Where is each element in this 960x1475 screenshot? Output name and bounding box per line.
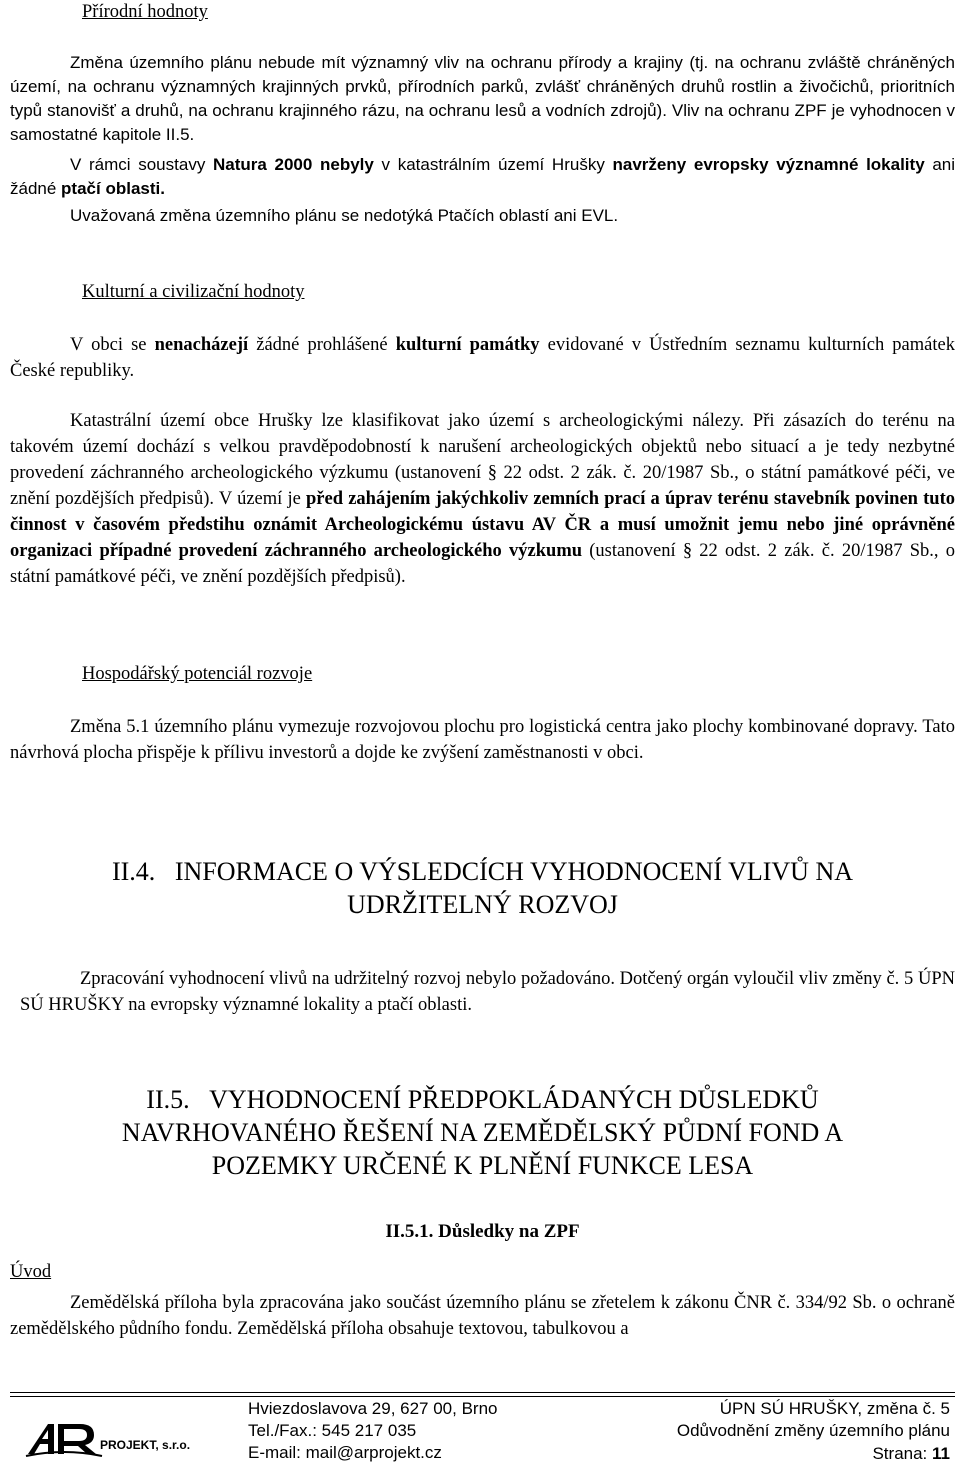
II4-paragraph: Zpracování vyhodnocení vlivů na udržitelný rozvoj nebylo požadováno. Dotčený orgán vyloučil vliv změny č. 5 ÚPN SÚ HRUŠKY na evropsky významné lokality a ptačí oblasti. <box>20 969 955 1015</box>
cultural-p1-bold-1: nenacházejí <box>154 335 249 355</box>
cultural-paragraph-1 <box>10 332 955 384</box>
section-heading-natural: Přírodní hodnoty <box>82 2 208 22</box>
footer-page-number <box>620 1443 950 1465</box>
footer-address: Hviezdoslavova 29, 627 00, Brno <box>248 1399 498 1418</box>
subchapter-number: II.5.1. <box>385 1221 434 1242</box>
cultural-p1-bold-2: kulturní památky <box>395 335 540 355</box>
cultural-p1-text-2: žádné prohlášené <box>248 335 396 355</box>
cultural-p1-text: V obci se <box>70 335 155 355</box>
footer-contact <box>248 1398 498 1464</box>
page-label: Strana: <box>872 1444 933 1463</box>
chapter-II5-title-3: POZEMKY URČENÉ K PLNĚNÍ FUNKCE LESA <box>211 1151 754 1180</box>
logo-company-name: PROJEKT, s.r.o. <box>100 1438 191 1452</box>
section-heading-economic: Hospodářský potenciál rozvoje <box>82 664 313 684</box>
natural-p2-bold-ptaci: ptačí oblasti. <box>61 179 165 198</box>
page-number-value: 11 <box>932 1444 950 1463</box>
company-logo <box>24 1418 234 1462</box>
natural-paragraph-2 <box>10 153 955 201</box>
natural-p2-text-2: v katastrálním území Hrušky <box>373 155 613 174</box>
cultural-paragraph-2 <box>10 408 955 590</box>
chapter-heading-II4 <box>10 855 955 921</box>
subchapter-heading-II51 <box>10 1221 955 1243</box>
chapter-II4-line1 <box>10 855 955 888</box>
natural-p2-bold-natura: Natura 2000 nebyly <box>213 155 374 174</box>
chapter-heading-II5 <box>10 1083 955 1182</box>
cultural-p1-text-3: evidované v Ústředním seznamu kulturních památek České republiky. <box>10 335 955 381</box>
chapter-II5-number: II.5. <box>146 1085 190 1114</box>
chapter-II4-number: II.4. <box>111 857 156 886</box>
cultural-p2-text: Katastrální území obce Hrušky lze klasifikovat jako území s archeologickými nálezy. Při zásazích do terénu na takovém území dochází s velkou pravděpodobností k narušení archeologických objektů nebo situací a je tedy nezbytné provedení záchranného archeologického výzkumu (ustanovení § 22 odst. 2 zák. č. 20/1987 Sb., o státní památkové péči, ve znění pozdějších předpisů). V území je <box>10 411 955 509</box>
cultural-p2-bold: před zahájením jakýchkoliv zemních prací a úprav terénu stavebník povinen tuto činnost v časovém předstihu oznámit Archeologickému ústavu AV ČR a musí umožnit jemu nebo jiné oprávněné organizaci případné provedení záchranného archeologického výzkumu <box>10 489 955 561</box>
subchapter-title: Důsledky na ZPF <box>438 1221 580 1242</box>
economic-paragraph-1: Změna 5.1 územního plánu vymezuje rozvojovou plochu pro logistická centra jako plochy kombinované dopravy. Tato návrhová plocha přispěje k přílivu investorů a dojde ke zvýšení zaměstnanosti v obci. <box>10 717 955 763</box>
footer-doc-subtitle: Odůvodnění změny územního plánu <box>676 1421 950 1440</box>
natural-paragraph-1: Změna územního plánu nebude mít významný vliv na ochranu přírody a krajiny (tj. na ochranu zvláště chráněných území, na ochranu významných krajinných prvků, přírodních parků, zvlášť chráněných druhů rostlin a živočichů, prioritních typů stanovišť a druhů, na ochranu krajinného rázu, na ochranu lesů a vodních zdrojů). Vliv na ochranu ZPF je vyhodnocen v samostatné kapitole II.5. <box>10 53 955 144</box>
cultural-p2-text-2: (ustanovení § 22 odst. 2 zák. č. 20/1987 Sb., o státní památkové péči, ve znění pozdějších předpisů). <box>10 541 955 587</box>
chapter-II4-title-1: INFORMACE O VÝSLEDCÍCH VYHODNOCENÍ VLIVŮ NA <box>174 857 853 886</box>
footer-doc-title: ÚPN SÚ HRUŠKY, změna č. 5 <box>719 1399 950 1418</box>
footer-phone: Tel./Fax.: 545 217 035 <box>248 1421 417 1440</box>
footer-rule-top <box>10 1392 955 1393</box>
section-heading-intro: Úvod <box>10 1262 52 1282</box>
footer-rule-bottom <box>10 1396 955 1397</box>
footer-document-info <box>620 1398 950 1465</box>
natural-p2-bold-evl: navrženy evropsky významné lokality <box>612 155 925 174</box>
chapter-II5-title-1: VYHODNOCENÍ PŘEDPOKLÁDANÝCH DŮSLEDKŮ <box>209 1085 819 1114</box>
footer-email: E-mail: mail@arprojekt.cz <box>248 1443 442 1462</box>
chapter-II5-title-2: NAVRHOVANÉHO ŘEŠENÍ NA ZEMĚDĚLSKÝ PŮDNÍ FOND A <box>121 1118 844 1147</box>
chapter-II4-title-2: UDRŽITELNÝ ROZVOJ <box>347 890 618 919</box>
section-heading-cultural: Kulturní a civilizační hodnoty <box>82 282 305 302</box>
chapter-II5-line1 <box>10 1083 955 1116</box>
natural-paragraph-3: Uvažovaná změna územního plánu se nedotýká Ptačích oblastí ani EVL. <box>70 206 619 225</box>
intro-paragraph: Zemědělská příloha byla zpracována jako součást územního plánu se zřetelem k zákonu ČNR č. 334/92 Sb. o ochraně zemědělského půdního fondu. Zemědělská příloha obsahuje textovou, tabulkovou a <box>10 1293 955 1339</box>
natural-p2-text-3: ani žádné <box>10 155 956 198</box>
natural-p2-text: V rámci soustavy <box>70 155 213 174</box>
